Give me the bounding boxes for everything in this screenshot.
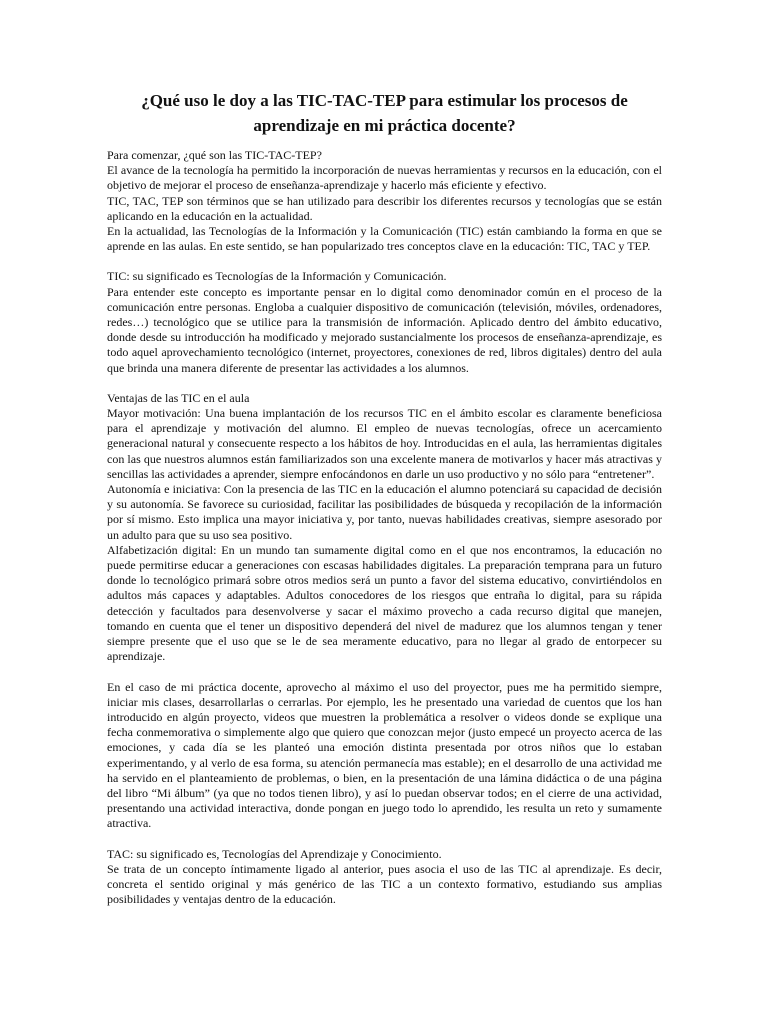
intro-heading: Para comenzar, ¿qué son las TIC-TAC-TEP?	[107, 148, 322, 162]
spacer	[107, 665, 662, 680]
tic-paragraph: Para entender este concepto es importante pensar en lo digital como denominador común en el proceso de la comunicación entre personas. Engloba a cualquier dispositivo de comunicación (televisión, móviles, ordenadores, redes…) tecnológico que se utilice para la transmisión de información. Aplicado dentro del ámbito educativo, donde desde su introducción ha modificado y mejorado sustancialmente los procesos de enseñanza-aprendizaje, es todo aquel aprovechamiento tecnológico (internet, proyectores, conexiones de red, libros digitales) dentro del aula que brinda una manera diferente de presentar las actividades a los alumnos.	[107, 284, 662, 375]
spacer	[107, 254, 662, 269]
intro-paragraph-2: TIC, TAC, TEP son términos que se han utilizado para describir los diferentes recursos y tecnologías que se están aplicando en la educación en la actualidad.	[107, 193, 662, 223]
tac-paragraph: Se trata de un concepto íntimamente ligado al anterior, pues asocia el uso de las TIC al aprendizaje. Es decir, concreta el sentido original y más genérico de las TIC a un contexto formativo, estudiando sus amplias posibilidades y ventajas dentro de la educación.	[107, 861, 662, 907]
intro-paragraph-3: En la actualidad, las Tecnologías de la Información y la Comunicación (TIC) están cambiando la forma en que se aprende en las aulas. En este sentido, se han popularizado tres conceptos clave en la educación: TIC, TAC y TEP.	[107, 224, 662, 254]
ventajas-heading: Ventajas de las TIC en el aula	[107, 390, 250, 405]
document-page	[107, 88, 662, 907]
document-title: ¿Qué uso le doy a las TIC-TAC-TEP para estimular los procesos de aprendizaje en mi práctica docente?	[141, 91, 628, 135]
ventajas-autonomia: Autonomía e iniciativa: Con la presencia de las TIC en la educación el alumno potenciará su capacidad de decisión y su autonomía. Se favorece su curiosidad, facilitar las posibilidades de búsqueda y recopilación de la información por sí mismo. Esto implica una mayor iniciativa y, por tanto, nuevas habilidades creativas, siempre asesorado por un adulto para que su uso sea positivo.	[107, 482, 662, 542]
intro-paragraph-1: El avance de la tecnología ha permitido la incorporación de nuevas herramientas y recursos en la educación, con el objetivo de mejorar el proceso de enseñanza-aprendizaje y hacerlo más eficiente y efectivo.	[107, 163, 662, 193]
spacer	[107, 376, 662, 391]
tac-heading: TAC: su significado es, Tecnologías del Aprendizaje y Conocimiento.	[107, 846, 442, 861]
tic-heading: TIC: su significado es Tecnologías de la Información y Comunicación.	[107, 269, 447, 284]
ventajas-alfabetizacion: Alfabetización digital: En un mundo tan sumamente digital como en el que nos encontramos, la educación no puede permitirse educar a generaciones con escasas habilidades digitales. La preparación temprana para un futuro donde lo tecnológico primará sobre otros medios será un punto a favor del sistema educativo, convirtiéndolos en adultos más capaces y adaptables. Adultos conocedores de los riesgos que entraña lo digital, para su rápida detección y facultados para desenvolverse y sacar el máximo provecho a cada recurso digital que manejen, tomando en cuenta que el tener un dispositivo dependerá del nivel de madurez que los alumnos tengan y tener siempre presente que el uso que se le de sea meramente educativo, para no llegar al grado de entorpecer su aprendizaje.	[107, 542, 662, 664]
practica-paragraph: En el caso de mi práctica docente, aprovecho al máximo el uso del proyector, pues me ha permitido siempre, iniciar mis clases, desarrollarlas o cerrarlas. Por ejemplo, les he presentado una variedad de cuentos que los han introducido en algún proyecto, videos que muestren la problemática a resolver o videos donde se explique una fecha conmemorativa o simplemente algo que quiero que conozcan mejor (justo empecé un proyecto acerca de las emociones, y cada día se les planteó una emoción distinta presentada por otros niños que lo estaban experimentando, y al verlo de esa forma, su atención permanecía mas estable); en el desarrollo de una actividad me ha servido en el planteamiento de problemas, o bien, en la presentación de una lámina didáctica o de una página del libro “Mi álbum” (ya que no todos tienen libro), y así lo puedan observar todos; en el cierre de una actividad, presentando una actividad interactiva, donde pongan en juego todo lo aprendido, les resulta un reto y sumamente atractiva.	[107, 679, 662, 831]
spacer	[107, 832, 662, 847]
ventajas-motivacion: Mayor motivación: Una buena implantación de los recursos TIC en el ámbito escolar es claramente beneficiosa para el aprendizaje y motivación del alumno. El empleo de nuevas tecnologías, ofrece un acercamiento generacional natural y consecuente respecto a los hábitos de hoy. Introducidas en el aula, las herramientas digitales con las que nuestros alumnos están familiarizados son una excelente manera de motivarlos y hacer más atractivas y sencillas las actividades a aprender, siempre enfocándonos en darle un uso productivo y no sólo para “entretener”.	[107, 406, 662, 481]
